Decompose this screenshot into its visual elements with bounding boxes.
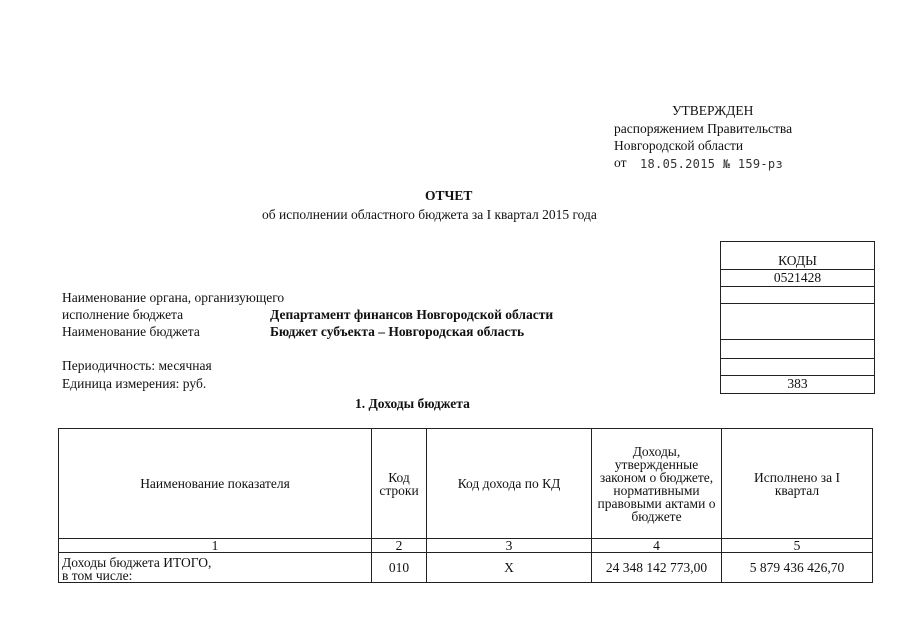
header-kd-code: Код дохода по КД: [427, 429, 592, 539]
col-number: 2: [372, 539, 427, 553]
table-row: [59, 553, 873, 583]
table-header-row: [59, 429, 873, 539]
org-label-line-1: Наименование органа, организующего: [62, 290, 285, 305]
approval-line-3: Новгородской области: [614, 138, 744, 153]
header-executed: Исполнено за I квартал: [722, 429, 873, 539]
col-number: 3: [427, 539, 592, 553]
report-title: ОТЧЕТ: [425, 188, 473, 203]
col-number: 4: [592, 539, 722, 553]
row-name-line-1: Доходы бюджета ИТОГО,: [62, 555, 212, 570]
col-number: 1: [59, 539, 372, 553]
row-approved: 24 348 142 773,00: [592, 553, 722, 583]
row-kd: X: [427, 553, 592, 583]
header-approved: Доходы, утвержденные законом о бюджете, нормативными правовыми актами о бюджете: [592, 429, 722, 539]
org-value: Департамент финансов Новгородской области: [270, 307, 554, 322]
unit-of-measure: Единица измерения: руб.: [62, 376, 207, 391]
codes-empty-2: [721, 304, 874, 340]
section-title: 1. Доходы бюджета: [355, 396, 470, 411]
codes-form-code: 0521428: [721, 270, 874, 287]
row-executed: 5 879 436 426,70: [722, 553, 873, 583]
codes-unit-code: 383: [721, 376, 874, 394]
report-subtitle: об исполнении областного бюджета за I квартал 2015 года: [262, 207, 597, 222]
row-code: 010: [372, 553, 427, 583]
org-label-line-2: исполнение бюджета: [62, 307, 184, 322]
row-name-line-2: в том числе:: [62, 568, 133, 583]
budget-label: Наименование бюджета: [62, 324, 200, 339]
codes-box: [720, 241, 875, 394]
codes-empty-3: [721, 340, 874, 359]
approval-date-prefix: от: [614, 155, 627, 170]
periodicity: Периодичность: месячная: [62, 358, 212, 373]
header-indicator-name: Наименование показателя: [59, 429, 372, 539]
budget-value: Бюджет субъекта – Новгородская область: [270, 324, 525, 339]
approval-date-stamp: 18.05.2015 № 159-рз: [640, 157, 783, 171]
col-number: 5: [722, 539, 873, 553]
codes-empty-1: [721, 287, 874, 304]
revenue-table: [58, 428, 873, 583]
header-row-code: Код строки: [372, 429, 427, 539]
approval-line-2: распоряжением Правительства: [614, 121, 793, 136]
codes-header: КОДЫ: [721, 242, 874, 270]
approval-title: УТВЕРЖДЕН: [672, 103, 754, 118]
codes-empty-4: [721, 359, 874, 376]
table-column-numbers-row: [59, 539, 873, 553]
row-indicator-name: [59, 553, 372, 583]
